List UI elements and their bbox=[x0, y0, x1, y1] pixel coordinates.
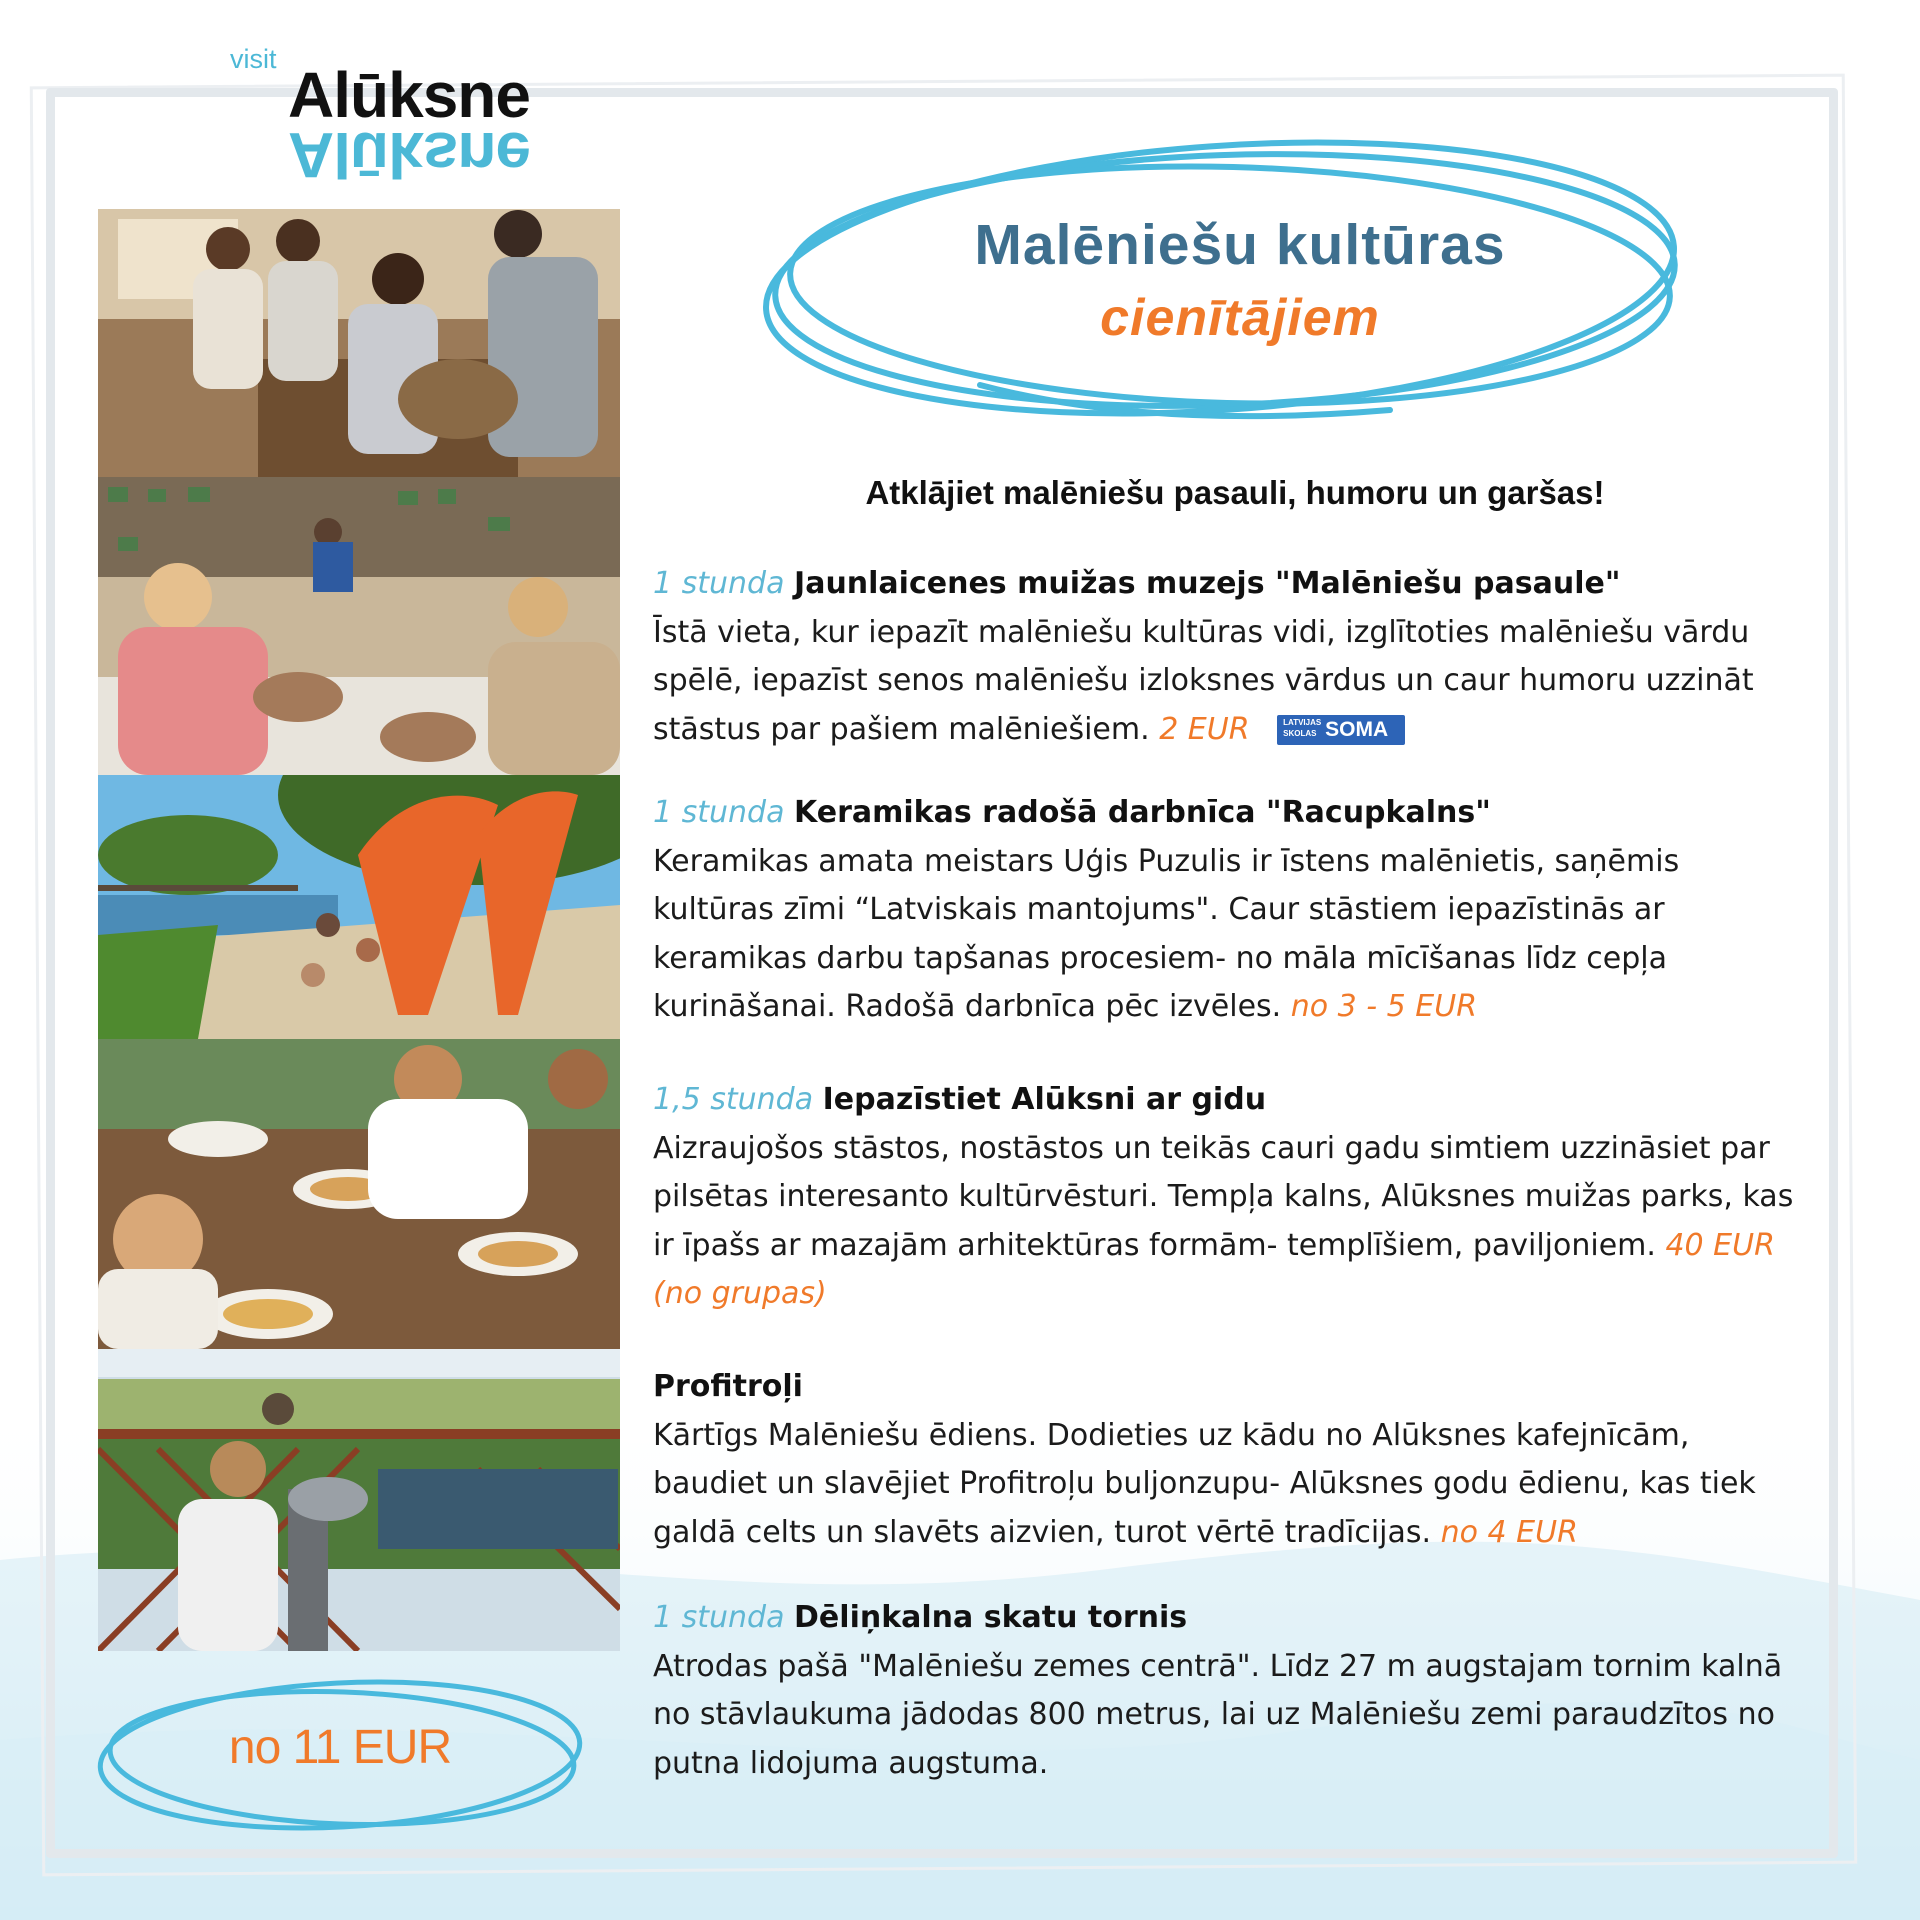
activity-item-profitroli bbox=[653, 1363, 1803, 1557]
activity-duration: 1 stunda bbox=[653, 795, 785, 830]
activity-price: 2 EUR bbox=[1159, 711, 1250, 747]
activity-item-museum bbox=[653, 560, 1803, 754]
latvijas-skolas-soma-badge: LATVIJAS SKOLAS SOMA bbox=[1277, 715, 1405, 745]
activity-duration: 1,5 stunda bbox=[653, 1082, 814, 1117]
page-subtitle: Atklājiet malēniešu pasauli, humoru un garšas! bbox=[865, 474, 1605, 511]
page-title-accent: cienītājiem bbox=[1100, 289, 1380, 347]
page-title: Malēniešu kultūras bbox=[974, 213, 1506, 277]
activity-name: Iepazīstiet Alūksni ar gidu bbox=[822, 1082, 1267, 1117]
visit-aluksne-logo bbox=[228, 38, 548, 191]
activity-description: Kārtīgs Malēniešu ēdiens. Dodieties uz kādu no Alūksnes kafejnīcām, baudiet un slavējiet Profitroļu buljonzupu- Alūksnes godu ēdienu, kas tiek galdā celts un slavēts aizvien, turot vērtē tradīcijas. bbox=[653, 1417, 1756, 1550]
activity-price: no 3 - 5 EUR bbox=[1290, 989, 1478, 1024]
activity-name: Profitroļi bbox=[653, 1369, 803, 1404]
logo-visit-text: visit bbox=[230, 44, 277, 74]
activity-duration: 1 stunda bbox=[653, 1600, 785, 1635]
photo-observation-tower bbox=[98, 1349, 620, 1651]
activity-duration: 1 stunda bbox=[653, 566, 785, 601]
activity-price: 40 EUR (no grupas) bbox=[653, 1227, 1775, 1311]
activity-item-ceramics bbox=[653, 789, 1803, 1032]
activity-description: Aizraujošos stāstos, nostāstos un teikās cauri gadu simtiem uzzināsiet par pilsētas interesanto kultūrvēsturi. Tempļa kalns, Alūksnes muižas parks, kas ir īpašs ar mazajām arhitektūras formām- templīšiem, paviljoniem. bbox=[653, 1130, 1794, 1263]
total-price: no 11 EUR bbox=[228, 1721, 452, 1774]
photo-ceramics-workshop bbox=[98, 477, 620, 775]
photo-museum-visitors bbox=[98, 209, 620, 477]
activity-name: Jaunlaicenes muižas muzejs "Malēniešu pasaule" bbox=[794, 566, 1621, 601]
activity-description: Īstā vieta, kur iepazīt malēniešu kultūras vidi, izglītoties malēniešu vārdu spēlē, iepazīst senos malēniešu izloksnes vārdus un caur humoru uzzināt stāstus par pašiem malēniešiem. bbox=[653, 614, 1754, 747]
activity-name: Dēliņkalna skatu tornis bbox=[794, 1600, 1188, 1635]
activity-description: Keramikas amata meistars Uģis Puzulis ir īstens malēnietis, saņēmis kultūras zīmi “Latviskais mantojums". Caur stāstiem iepazīstinās ar keramikas darbu tapšanas procesiem- no māla mīcīšanas līdz cepļa kurināšanai. Radošā darbnīca pēc izvēles. bbox=[653, 843, 1680, 1024]
photo-lakeside-sculpture bbox=[98, 775, 620, 1039]
activity-description: Atrodas pašā "Malēniešu zemes centrā". Līdz 27 m augstajam tornim kalnā no stāvlaukuma jādodas 800 metrus, lai uz Malēniešu zemi paraudzītos no putna lidojuma augstuma. bbox=[653, 1648, 1783, 1781]
logo-brand-mirror: Alūksne bbox=[288, 119, 530, 191]
photo-soup-meal bbox=[98, 1039, 620, 1349]
activity-name: Keramikas radošā darbnīca "Racupkalns" bbox=[794, 795, 1491, 830]
photo-column bbox=[98, 209, 620, 1651]
activity-item-guide bbox=[653, 1076, 1803, 1319]
activity-item-tower bbox=[653, 1594, 1803, 1788]
title-scribble-oval bbox=[750, 120, 1700, 450]
activity-price: no 4 EUR bbox=[1440, 1514, 1578, 1550]
logo-brand-text: Alūksne bbox=[288, 59, 530, 131]
